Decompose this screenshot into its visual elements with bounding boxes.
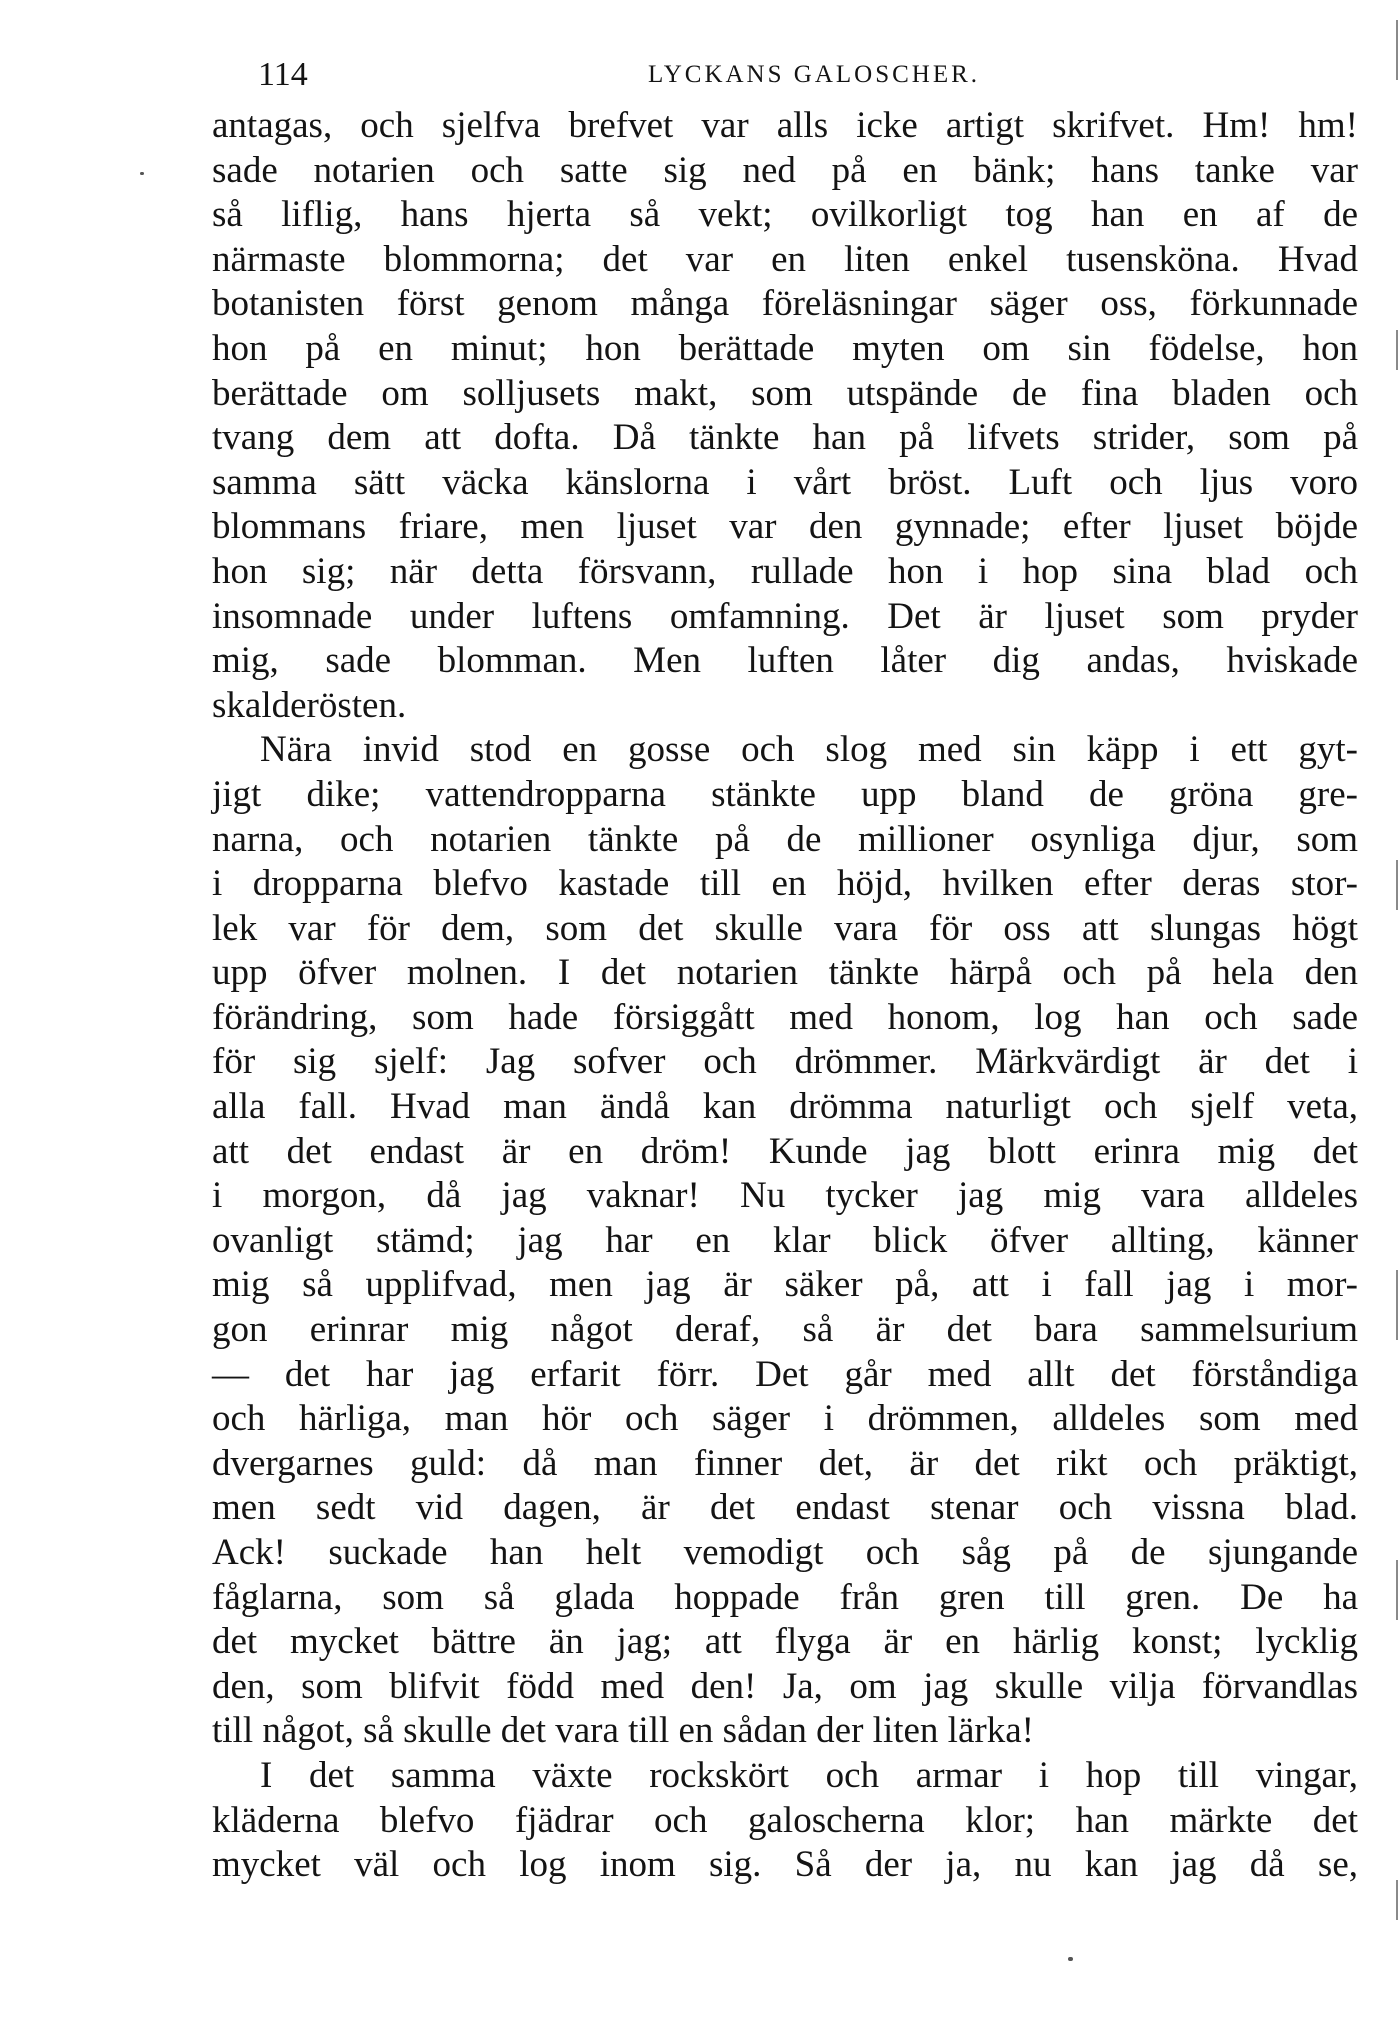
edge-mark [1396,1880,1398,1920]
ink-blot [1068,1957,1073,1961]
text-line: hon sig; när detta försvann, rullade hon i hop sina blad och [212,550,1358,592]
edge-mark [1396,1560,1398,1620]
text-line: att det endast är en dröm! Kunde jag blott erinra mig det [212,1130,1358,1172]
text-line: — det har jag erfarit förr. Det går med allt det förståndiga [212,1353,1358,1395]
text-line: ovanligt stämd; jag har en klar blick öfver allting, känner [212,1219,1358,1261]
running-title: LYCKANS GALOSCHER. [647,61,981,88]
edge-mark [1396,330,1398,370]
edge-mark [1396,860,1398,910]
text-line: kläderna blefvo fjädrar och galoscherna klor; han märkte det [212,1799,1358,1841]
text-line: Nära invid stod en gosse och slog med sin käpp i ett gyt- [260,729,1358,771]
body-text [212,104,1358,1888]
text-line: I det samma växte rockskört och armar i hop till vingar, [260,1754,1358,1796]
text-line: lek var för dem, som det skulle vara för oss att slungas högt [212,907,1358,949]
text-line: men sedt vid dagen, är det endast stenar och vissna blad. [212,1487,1358,1529]
text-line: skalderösten. [212,684,407,726]
text-line: sade notarien och satte sig ned på en bänk; hans tanke var [212,149,1358,191]
text-line: i morgon, då jag vaknar! Nu tycker jag mig vara alldeles [212,1175,1358,1217]
text-line: antagas, och sjelfva brefvet var alls icke artigt skrifvet. Hm! hm! [212,105,1358,146]
scan-edge-marks [1394,0,1400,2027]
text-line: förändring, som hade försiggått med honom, log han och sade [212,996,1358,1038]
text-line: jigt dike; vattendropparna stänkte upp bland de gröna gre- [212,773,1358,815]
text-line: mig så upplifvad, men jag är säker på, att i fall jag i mor- [212,1264,1358,1306]
text-line: närmaste blommorna; det var en liten enkel tusensköna. Hvad [212,238,1358,280]
text-line: upp öfver molnen. I det notarien tänkte härpå och på hela den [212,952,1358,994]
text-line: narna, och notarien tänkte på de millioner osynliga djur, som [212,818,1358,860]
text-line: det mycket bättre än jag; att flyga är en härlig konst; lycklig [212,1621,1358,1663]
text-line: i dropparna blefvo kastade till en höjd, hvilken efter deras stor- [212,863,1358,905]
text-line: fåglarna, som så glada hoppade från gren till gren. De ha [212,1576,1358,1618]
page-number: 114 [258,56,308,93]
text-line: mig, sade blomman. Men luften låter dig andas, hviskade [212,640,1358,682]
text-line: insomnade under luftens omfamning. Det är ljuset som pryder [212,595,1358,637]
text-line: för sig sjelf: Jag sofver och drömmer. Märkvärdigt är det i [212,1041,1358,1083]
text-line: den, som blifvit född med den! Ja, om jag skulle vilja förvandlas [212,1665,1358,1707]
text-line: och härliga, man hör och säger i drömmen, alldeles som med [212,1398,1358,1440]
running-head [258,50,1370,100]
text-line: gon erinrar mig något deraf, så är det bara sammelsurium [212,1309,1358,1351]
ink-blot [140,172,144,175]
text-line: blommans friare, men ljuset var den gynnade; efter ljuset böjde [212,506,1358,548]
text-line: dvergarnes guld: då man finner det, är det rikt och präktigt, [212,1442,1358,1484]
text-line: mycket väl och log inom sig. Så der ja, nu kan jag då se, [212,1844,1358,1886]
text-line: berättade om solljusets makt, som utspände de fina bladen och [212,372,1358,414]
text-line: så liflig, hans hjerta så vekt; ovilkorligt tog han en af de [212,194,1358,236]
text-line: tvang dem att dofta. Då tänkte han på lifvets strider, som på [212,417,1358,459]
text-line: botanisten först genom många föreläsningar säger oss, förkunnade [212,283,1358,325]
edge-mark [1396,1270,1398,1340]
text-line: samma sätt väcka känslorna i vårt bröst. Luft och ljus voro [212,461,1358,503]
text-line: alla fall. Hvad man ändå kan drömma naturligt och sjelf veta, [212,1086,1358,1128]
text-line: hon på en minut; hon berättade myten om sin födelse, hon [212,327,1358,369]
edge-mark [1396,20,1398,80]
text-line: Ack! suckade han helt vemodigt och såg på de sjungande [212,1532,1358,1573]
text-line: till något, så skulle det vara till en sådan der liten lärka! [212,1710,1034,1752]
